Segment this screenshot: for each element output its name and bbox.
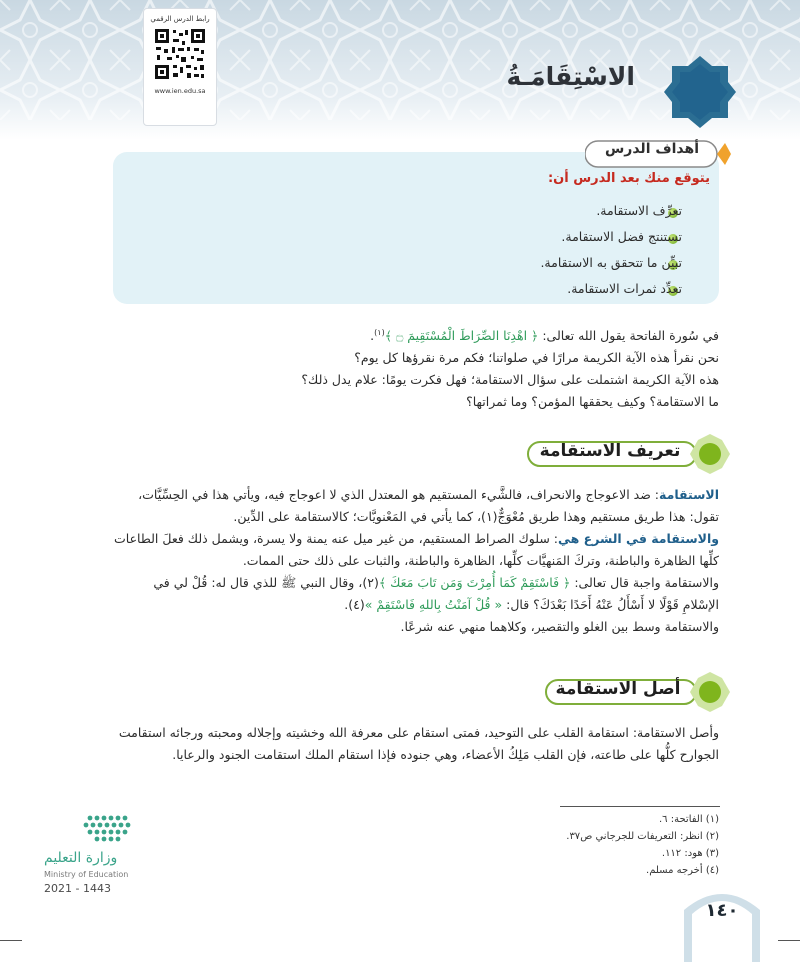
- intro-text: .: [370, 328, 375, 344]
- objective-item: تبيِّن ما تتحقق به الاستقامة.: [540, 255, 682, 270]
- definition-paragraph: [79, 484, 719, 638]
- definition-line: [79, 572, 719, 594]
- origin-line: وأصل الاستقامة: استقامة القلب على التوحيد، فمتى استقام على معرفة الله وخشيته وإجلاله ومحبته ورجائه استقامت: [118, 725, 719, 740]
- page-number-tab: [684, 884, 760, 962]
- ministry-name-en: Ministry of Education: [44, 870, 129, 879]
- definition-line: تقول: هذا طريق مستقيم وهذا طريق مُعْوَجٌّ(١)، كما يأتي في المَعْنويَّات؛ كالاستقامة على الدِّين.: [233, 509, 719, 524]
- definition-line: والاستقامة وسط بين الغلو والتقصير، وكلاهما منهي عنه شرعًا.: [400, 619, 719, 634]
- definition-line: كلِّها الظاهرة والباطنة، وتركَ المَنهيَّات كلِّها، الظاهرة والباطنة، والثبات على ذلك حتى الممات.: [242, 553, 719, 568]
- intro-line: نحن نقرأ هذه الآية الكريمة مرارًا في صلواتنا؛ فكم مرة نقرؤها كل يوم؟: [354, 350, 719, 366]
- qr-url: www.ien.edu.sa: [154, 87, 206, 95]
- term-label: والاستقامة في الشرع هي: [558, 531, 719, 546]
- hadith-text: « قُلْ آمَنْتُ بِاللهِ فَاسْتَقِمْ »: [364, 597, 503, 612]
- footnote: (٢) انظر: التعريفات للجرجاني ص٣٧.: [566, 831, 719, 842]
- intro-paragraph: [79, 322, 719, 413]
- definition-text: (٢)، وقال النبي ﷺ للذي قال له: قُلْ لي في: [153, 575, 379, 590]
- octagon-badge-icon: [662, 54, 738, 130]
- definition-text: الإسْلامِ قَوْلًا لا أَسْأَلُ عَنْهُ أَحَدًا بَعْدَكَ؟ قال:: [502, 597, 719, 612]
- section-heading-label: تعريف الاستقامة: [539, 441, 681, 461]
- crop-mark: [778, 940, 800, 941]
- qr-code-card[interactable]: [143, 8, 217, 126]
- page-title: الاسْتِقَامَـةُ: [506, 62, 635, 91]
- footnote: (١) الفاتحة: ٦.: [658, 814, 719, 825]
- intro-text: في سُورة الفاتحة يقول الله تعالى:: [538, 328, 719, 344]
- quran-verse: ﴿ فَاسْتَقِمْ كَمَا أُمِرْتَ وَمَن تَابَ مَعَكَ ﴾: [378, 575, 571, 590]
- definition-text: (٤).: [344, 597, 365, 612]
- section-heading-label: أصل الاستقامة: [555, 679, 681, 699]
- origin-line: الجوارح كلُّها على طاعته، فإن القلب مَلِكُ الأعضاء، وهي جنوده فإذا استقام الملك استقامت الجنود والرعايا.: [172, 747, 719, 762]
- objectives-intro: يتوقع منك بعد الدرس أن:: [547, 171, 710, 186]
- intro-line: ما الاستقامة؟ وكيف يحققها المؤمن؟ وما ثمراتها؟: [466, 394, 719, 410]
- objectives-tab-label: أهداف الدرس: [604, 141, 700, 157]
- definition-text: : ضد الاعوجاج والانحراف، فالشَّيء المستقيم هو المعتدل الذي لا اعوجاج فيه، ويأتي هذا في الحِسِّيَّات،: [138, 487, 659, 502]
- intro-line: [79, 322, 719, 347]
- definition-line: [79, 484, 719, 506]
- footnote-ref: (١): [374, 328, 385, 337]
- definition-text: والاستقامة واجبة قال تعالى:: [570, 575, 719, 590]
- footnote: (٤) أخرجه مسلم.: [646, 865, 719, 876]
- footnote-divider: [560, 806, 720, 807]
- definition-line: [79, 594, 719, 616]
- edition-year: 2021 - 1443: [44, 882, 111, 895]
- qr-code-icon: [153, 27, 207, 81]
- origin-paragraph: [79, 722, 719, 766]
- intro-line: هذه الآية الكريمة اشتملت على سؤال الاستقامة؛ فهل فكرت يومًا: علام يدل ذلك؟: [301, 372, 719, 388]
- qr-caption: رابط الدرس الرقمي: [150, 15, 210, 23]
- footnote: (٣) هود: ١١٢.: [661, 848, 719, 859]
- objective-item: تعدِّد ثمرات الاستقامة.: [567, 281, 682, 296]
- ministry-name: وزارة التعليم: [44, 850, 118, 866]
- term-label: الاستقامة: [659, 487, 719, 502]
- quran-verse: ﴿ اهْدِنَا الصِّرَاطَ الْمُسْتَقِيمَ ۝ ﴾: [384, 328, 539, 344]
- objective-item: تعرِّف الاستقامة.: [596, 203, 682, 218]
- page-number: ١٤٠: [705, 900, 739, 921]
- objective-item: تستنتج فضل الاستقامة.: [561, 229, 682, 244]
- definition-text: : سلوك الصراط المستقيم، من غير ميل عنه يمنة ولا يسرة، ويشمل ذلك فعلَ الطاعات: [114, 531, 559, 546]
- crop-mark: [0, 940, 22, 941]
- definition-line: [79, 528, 719, 550]
